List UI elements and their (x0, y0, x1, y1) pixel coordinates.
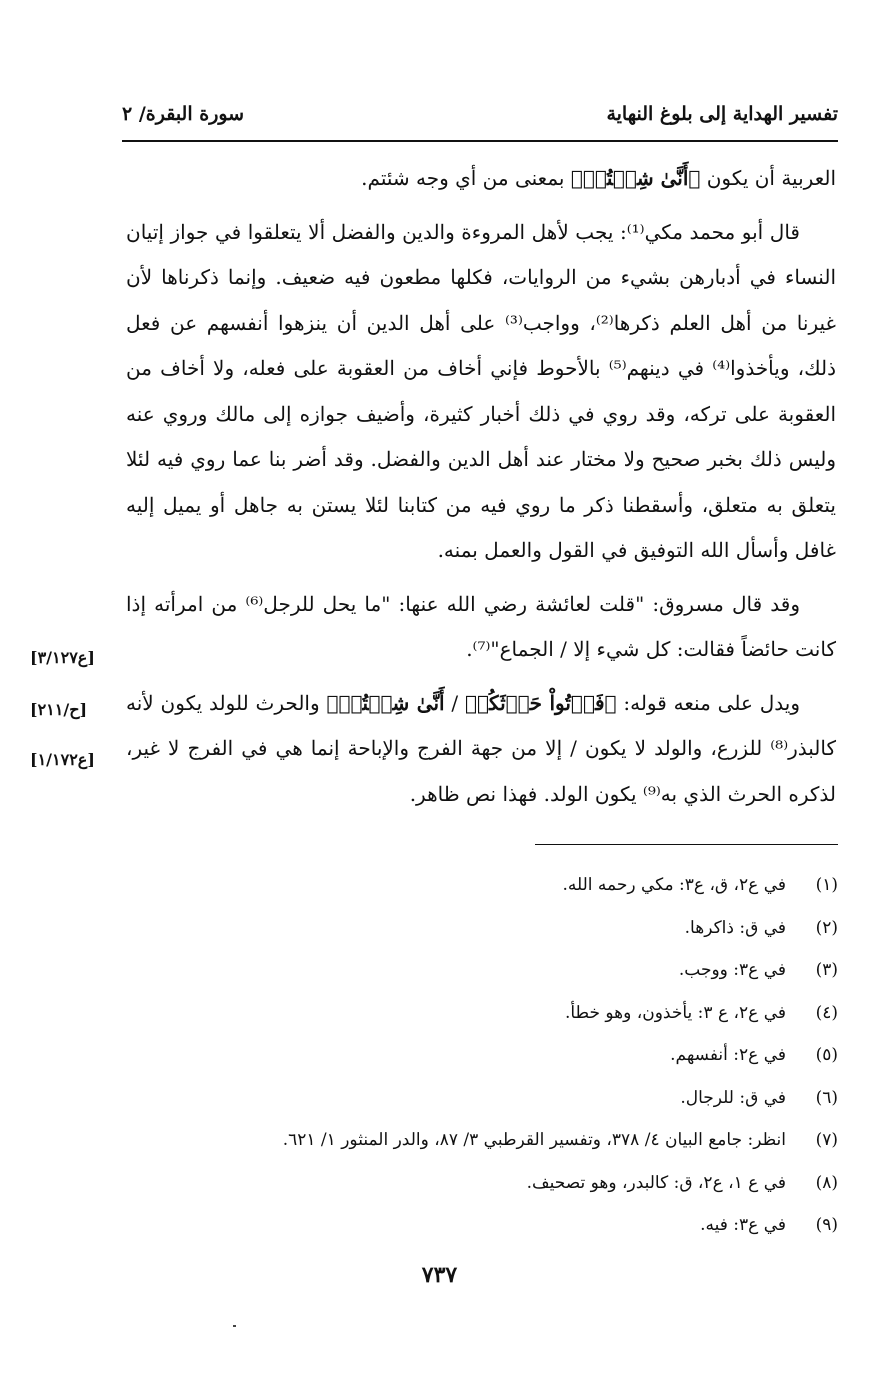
footnote-number: (٦) (815, 1087, 838, 1108)
main-text (126, 156, 836, 817)
footnote (120, 1204, 838, 1247)
margin-manuscript-ref: [ح/٢١١] (30, 700, 88, 719)
footnote-text: في ع٢، ع ٣: يأخذون، وهو خطأ. (564, 1002, 786, 1023)
margin-manuscript-ref: [ع٣/١٢٧] (30, 648, 95, 667)
paragraph-1: العربية أن يكون ﴿أَنَّىٰ شِئۡتُمۡ﴾ بمعنى من أي وجه شئتم. (361, 166, 836, 190)
footnotes (120, 864, 838, 1247)
footnote-text: في ع٢، ق، ع٣: مكي رحمه الله. (562, 875, 786, 895)
footnote-text: في ع٢: أنفسهم. (670, 1045, 786, 1065)
footnote (120, 1162, 838, 1205)
footnote (120, 1034, 838, 1077)
paragraph-3: وقد قال مسروق: "قلت لعائشة رضي الله عنها: "ما يحل للرجل⁽⁶⁾ من امرأته إذا كانت حائضاً فقالت: كل شيء إلا / الجماع"⁽⁷⁾. (126, 591, 836, 661)
paragraph-2: قال أبو محمد مكي⁽¹⁾: يجب لأهل المروءة والدين والفضل ألا يتعلقوا في جواز إتيان النساء في أدبارهن بشيء من الروايات، فكلها مطعون فيه ضعيف. وإنما ذكرناها لأن غيرنا من أهل العلم ذكرها⁽²⁾، وواجب⁽³⁾ على أهل الدين أن ينزهوا أنفسهم عن فعل ذلك، ويأخذوا⁽⁴⁾ في دينهم⁽⁵⁾ بالأحوط فإني أخاف من العقوبة على فعله، ولا أخاف من العقوبة على تركه، وقد روي في ذلك أخبار كثيرة، وأضيف جوازه إلى مالك وروي عنه وليس ذلك بخبر صحيح ولا مختار عند أهل الدين والفضل. وقد أضر بنا عما روي فيه لئلا يتعلق به متعلق، وأسقطنا ذكر ما روي فيه من كتابنا لئلا يستن به جاهل أو يميل إليه غافل وأسأل الله التوفيق في القول والعمل بمنه. (126, 219, 837, 562)
footnote-text: انظر: جامع البيان ٤/ ٣٧٨، وتفسير القرطبي ٣/ ٨٧، والدر المنثور ١/ ٦٢١. (282, 1130, 786, 1150)
footnote-text: في ق: للرجال. (680, 1087, 786, 1108)
header-rule (122, 140, 838, 142)
surah-label: سورة البقرة/ ٢ (122, 103, 245, 125)
footnote (120, 907, 838, 950)
book-title: تفسير الهداية إلى بلوغ النهاية (606, 103, 838, 125)
footnote-number: (١) (815, 875, 838, 895)
quran-quote: ﴿فَأۡتُواْ حَرۡثَكُمۡ (465, 690, 617, 715)
running-header (122, 96, 838, 132)
paragraph-4: ويدل على منعه قوله: ﴿فَأۡتُواْ حَرۡثَكُمۡ / أَنَّىٰ شِئۡتُمۡ﴾ والحرث للولد يكون لأنه كالبذر⁽⁸⁾ للزرع، والولد لا يكون / إلا من جهة الفرج والإباحة إنما هي في الفرج لا غير، لذكره الحرث الذي به⁽⁹⁾ يكون الولد. فهذا نص ظاهر. (126, 690, 836, 806)
footnote-number: (٩) (815, 1215, 838, 1235)
footnote (120, 949, 838, 992)
footnote-number: (٨) (815, 1172, 838, 1193)
margin-manuscript-ref: [ع١/١٧٢] (30, 750, 95, 769)
footnote-text: في ع٣: فيه. (700, 1215, 786, 1235)
scan-speck (233, 1325, 236, 1327)
footnote (120, 1077, 838, 1120)
footnote-number: (٥) (815, 1045, 838, 1065)
footnote-text: في ق: ذاكرها. (684, 917, 786, 938)
footnote-number: (٢) (815, 917, 838, 938)
footnote (120, 992, 838, 1035)
footnote-number: (٧) (815, 1130, 838, 1150)
footnote-number: (٣) (815, 960, 838, 980)
footnote-text: في ع٣: ووجب. (678, 960, 786, 980)
footnote-text: في ع ١، ع٢، ق: كالبدر، وهو تصحيف. (526, 1172, 786, 1193)
footnote-number: (٤) (815, 1002, 838, 1023)
footnote-rule (535, 844, 838, 845)
quran-quote: ﴿أَنَّىٰ شِئۡتُمۡ﴾ (570, 166, 701, 190)
quran-quote: أَنَّىٰ شِئۡتُمۡ﴾ (326, 690, 445, 715)
page-number: ٧٣٧ (421, 1262, 458, 1288)
footnote (120, 864, 838, 907)
footnote (120, 1119, 838, 1162)
